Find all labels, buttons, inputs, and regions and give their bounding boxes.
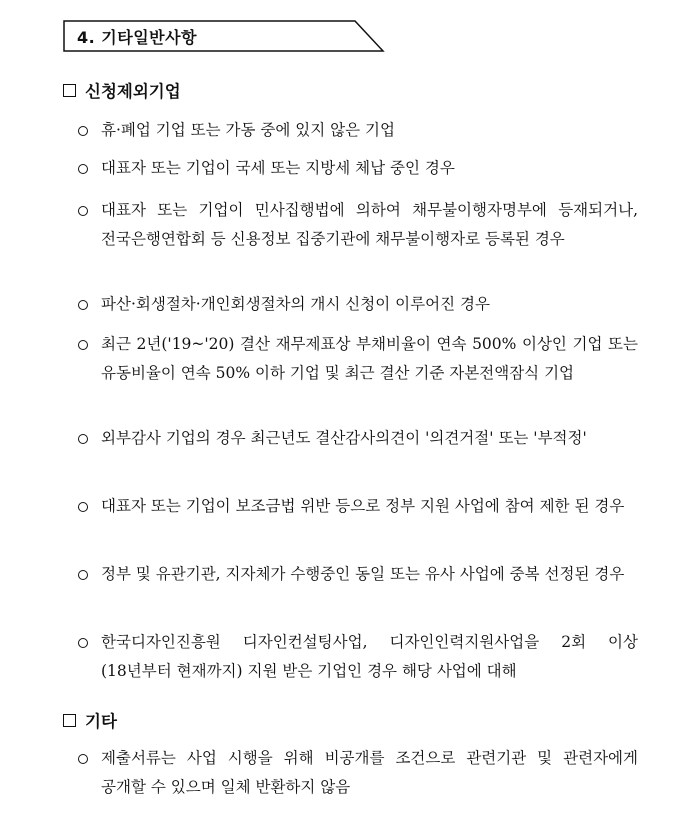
group-heading-other	[63, 708, 117, 732]
list-item-text: 대표자 또는 기업이 민사집행법에 의하여 채무불이행자명부에 등재되거나, 전국은행연합회 등 신용정보 집중기관에 채무불이행자로 등록된 경우	[101, 201, 638, 248]
group-heading-label: 신청제외기업	[85, 82, 181, 101]
list-item	[78, 330, 638, 388]
circle-bullet-icon	[78, 502, 88, 512]
circle-bullet-icon	[78, 570, 88, 580]
list-item	[78, 196, 638, 254]
list-item-text: 대표자 또는 기업이 보조금법 위반 등으로 정부 지원 사업에 참여 제한 된 경우	[101, 497, 625, 515]
circle-bullet-icon	[78, 340, 88, 350]
circle-bullet-icon	[78, 300, 88, 310]
list-item-text: 외부감사 기업의 경우 최근년도 결산감사의견이 '의견거절' 또는 '부적정'	[101, 429, 587, 447]
list-item-text: 정부 및 유관기관, 지자체가 수행중인 동일 또는 유사 사업에 중복 선정된 경우	[101, 565, 625, 583]
group-heading-label: 기타	[85, 712, 117, 731]
list-item-text: 휴·폐업 기업 또는 가동 중에 있지 않은 기업	[101, 121, 395, 139]
list-item-text: 대표자 또는 기업이 국세 또는 지방세 체납 중인 경우	[101, 159, 455, 177]
section-header	[63, 20, 383, 52]
section-title: 4. 기타일반사항	[77, 28, 198, 47]
list-item	[78, 290, 638, 319]
circle-bullet-icon	[78, 638, 88, 648]
list-item	[78, 154, 638, 183]
checkbox-square-icon	[63, 84, 76, 97]
list-item-text: 한국디자인진흥원 디자인컨설팅사업, 디자인인력지원사업을 2회 이상(18년부터 현재까지) 지원 받은 기업인 경우 해당 사업에 대해	[101, 633, 638, 680]
list-item	[78, 116, 638, 145]
list-item-text: 제출서류는 사업 시행을 위해 비공개를 조건으로 관련기관 및 관련자에게 공개할 수 있으며 일체 반환하지 않음	[101, 749, 638, 796]
circle-bullet-icon	[78, 126, 88, 136]
circle-bullet-icon	[78, 164, 88, 174]
list-item-text: 최근 2년('19~'20) 결산 재무제표상 부채비율이 연속 500% 이상인 기업 또는 유동비율이 연속 50% 이하 기업 및 최근 결산 기준 자본전액잠식 기업	[101, 335, 638, 382]
checkbox-square-icon	[63, 714, 76, 727]
list-item	[78, 492, 638, 521]
list-item-text: 파산·회생절차·개인회생절차의 개시 신청이 이루어진 경우	[101, 295, 490, 313]
list-item	[78, 628, 638, 686]
circle-bullet-icon	[78, 434, 88, 444]
circle-bullet-icon	[78, 754, 88, 764]
circle-bullet-icon	[78, 206, 88, 216]
list-item	[78, 744, 638, 802]
group-heading-exclusions	[63, 78, 181, 102]
list-item	[78, 424, 638, 453]
list-item	[78, 560, 638, 589]
